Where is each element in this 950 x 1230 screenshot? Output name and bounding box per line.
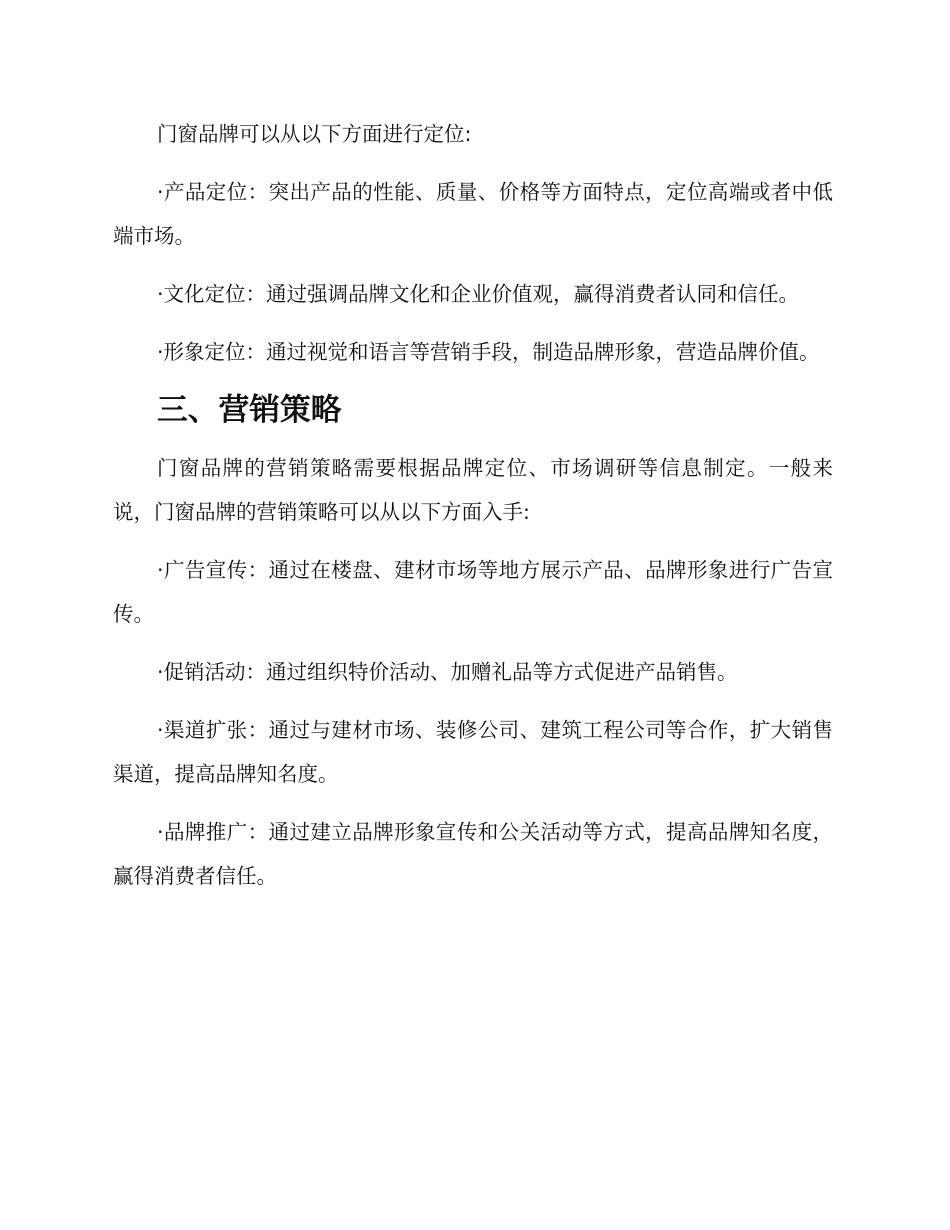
positioning-intro: 门窗品牌可以从以下方面进行定位: bbox=[157, 122, 472, 146]
marketing-item-advertising: ·广告宣传：通过在楼盘、建材市场等地方展示产品、品牌形象进行广告宣传。 bbox=[113, 558, 833, 626]
positioning-item-product: ·产品定位：突出产品的性能、质量、价格等方面特点，定位高端或者中低端市场。 bbox=[113, 180, 833, 248]
section-heading-marketing: 三、营销策略 bbox=[157, 392, 342, 428]
marketing-intro: 门窗品牌的营销策略需要根据品牌定位、市场调研等信息制定。一般来说，门窗品牌的营销策略可以从以下方面入手: bbox=[113, 456, 833, 524]
marketing-item-brand-promotion: ·品牌推广：通过建立品牌形象宣传和公关活动等方式，提高品牌知名度，赢得消费者信任。 bbox=[113, 820, 833, 888]
marketing-item-channel: ·渠道扩张：通过与建材市场、装修公司、建筑工程公司等合作，扩大销售渠道，提高品牌知名度。 bbox=[113, 718, 833, 786]
positioning-item-image: ·形象定位：通过视觉和语言等营销手段，制造品牌形象，营造品牌价值。 bbox=[157, 340, 820, 364]
marketing-item-promotion: ·促销活动：通过组织特价活动、加赠礼品等方式促进产品销售。 bbox=[157, 660, 738, 684]
positioning-item-culture: ·文化定位：通过强调品牌文化和企业价值观，赢得消费者认同和信任。 bbox=[157, 282, 800, 306]
document-page bbox=[113, 112, 833, 912]
